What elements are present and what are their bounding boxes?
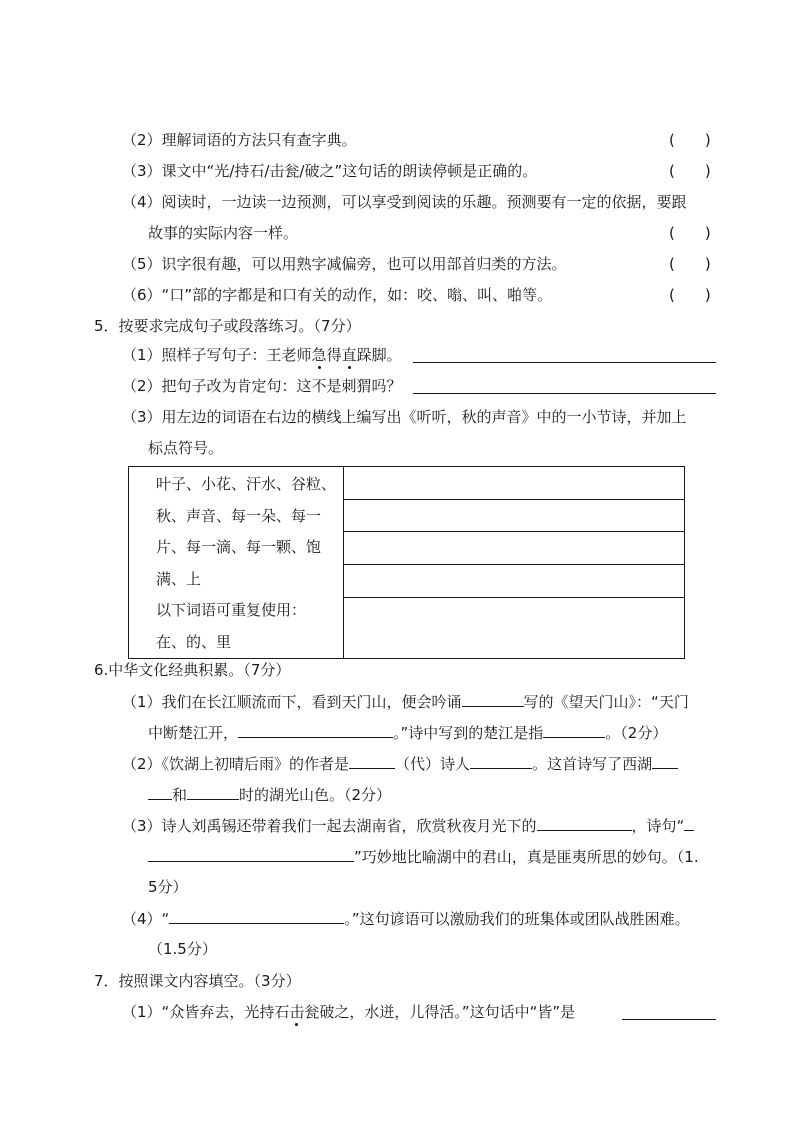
poem-line-cell[interactable] — [344, 597, 685, 658]
word-bank-cell — [129, 467, 344, 659]
judge-item-6: （6）“口”部的字都是和口有关的动作，如：咬、嗡、叫、啪等。 — [122, 286, 553, 304]
text: 。（2分） — [605, 724, 668, 742]
judge-item-4: （4）阅读时，一边读一边预测，可以享受到阅读的乐趣。预测要有一定的依据，要跟 — [122, 193, 687, 211]
q7-answer-line-1[interactable] — [622, 1019, 716, 1020]
word-bank-line: 满、上 — [156, 569, 202, 588]
text: 和 — [172, 786, 188, 804]
q5-item-3-cont: 标点符号。 — [148, 439, 224, 457]
text: 中断楚江开， — [148, 724, 239, 742]
q6-item-4-line-1 — [122, 908, 690, 929]
q6-item-3-line-2 — [148, 846, 699, 867]
fill-blank[interactable] — [537, 815, 632, 831]
poem-line-cell[interactable] — [344, 499, 685, 532]
q5-item-1-post: 跺脚。 — [356, 346, 402, 364]
word-bank-line: 秋、声音、每一朵、每一 — [156, 506, 322, 525]
judge-item-4-cont: 故事的实际内容一样。 — [148, 224, 299, 242]
answer-parens-6[interactable]: ( ) — [669, 286, 711, 304]
judge-item-5: （5）识字很有趣，可以用熟字减偏旁，也可以用部首归类的方法。 — [122, 255, 567, 273]
q6-item-1-line-1 — [122, 691, 689, 712]
poem-line-cell[interactable] — [344, 467, 685, 500]
answer-parens-4[interactable]: ( ) — [669, 224, 711, 242]
q6-item-2-line-1 — [122, 753, 678, 774]
fill-blank[interactable] — [238, 722, 393, 738]
q6-heading: 6.中华文化经典积累。（7分） — [94, 661, 291, 679]
q6-item-3-line-3: 5分） — [148, 878, 188, 896]
poem-line-cell[interactable] — [344, 532, 685, 565]
judge-item-2: （2）理解词语的方法只有查字典。 — [122, 131, 357, 149]
fill-blank[interactable] — [543, 722, 605, 738]
text: （4）“ — [122, 910, 170, 928]
emphasis-dot-char: 急 — [311, 346, 327, 364]
fill-blank[interactable] — [470, 753, 532, 769]
judge-item-3: （3）课文中“光/持石/击瓮/破之”这句话的朗读停顿是正确的。 — [122, 162, 538, 180]
word-bank-line: 叶子、小花、汗水、谷粒、 — [156, 475, 337, 493]
q6-item-2-line-2 — [148, 784, 391, 805]
q5-answer-line-1[interactable] — [413, 362, 716, 363]
fill-blank[interactable] — [148, 846, 354, 862]
fill-blank[interactable] — [187, 784, 239, 800]
answer-parens-2[interactable]: ( ) — [669, 131, 711, 149]
answer-parens-3[interactable]: ( ) — [669, 162, 711, 180]
text: ”巧妙地比喻湖中的君山，真是匪夷所思的妙句。（1. — [354, 848, 699, 866]
text: （2）《饮湖上初晴后雨》的作者是 — [122, 755, 350, 773]
text: 。”诗中写到的楚江是指 — [393, 724, 544, 742]
word-bank-line: 在、的、里 — [156, 632, 232, 651]
text: 瓮破之，水迸，儿得活。”这句话中“皆”是 — [304, 1003, 576, 1021]
text: （代）诗人 — [395, 755, 471, 773]
fill-blank[interactable] — [349, 753, 395, 769]
q5-item-1-pre: （1）照样子写句子：王老师 — [122, 346, 312, 364]
text: （1）“众皆弃去，光持石 — [122, 1003, 290, 1021]
text: （1）我们在长江顺流而下，看到天门山，便会吟诵 — [122, 693, 462, 711]
fill-blank[interactable] — [684, 815, 694, 831]
q5-heading: 5．按要求完成句子或段落练习。（7分） — [94, 317, 361, 335]
text: 。这首诗写了西湖 — [532, 755, 653, 773]
q7-heading: 7．按照课文内容填空。（3分） — [94, 972, 301, 990]
text: （3）诗人刘禹锡还带着我们一起去湖南省，欣赏秋夜月光下的 — [122, 817, 537, 835]
fill-blank[interactable] — [148, 784, 172, 800]
text: 。”这句谚语可以激励我们的班集体或团队战胜困难。 — [344, 910, 690, 928]
fill-blank[interactable] — [169, 908, 344, 924]
answer-parens-5[interactable]: ( ) — [669, 255, 711, 273]
q5-item-3: （3）用左边的词语在右边的横线上编写出《听听，秋的声音》中的一小节诗，并加上 — [122, 408, 687, 426]
fill-blank[interactable] — [652, 753, 678, 769]
q6-item-4-line-2: （1.5分） — [148, 940, 217, 958]
q5-item-1 — [122, 345, 402, 365]
q5-answer-line-2[interactable] — [413, 393, 716, 394]
word-bank-line: 以下词语可重复使用： — [156, 601, 307, 619]
emphasis-dot-char: 直 — [341, 346, 357, 364]
q7-item-1 — [122, 1002, 575, 1022]
word-bank-line: 片、每一滴、每一颗、饱 — [156, 538, 322, 556]
emphasis-dot-char: 击 — [289, 1003, 305, 1021]
fill-blank[interactable] — [462, 691, 524, 707]
text: ，诗句“ — [631, 817, 685, 835]
q6-item-1-line-2 — [148, 722, 667, 743]
text: 写的《望天门山》：“天门 — [523, 693, 689, 711]
q6-item-3-line-1 — [122, 815, 694, 836]
q5-item-2: （2）把句子改为肯定句：这不是刺猬吗？ — [122, 377, 402, 395]
q5-item-1-mid: 得 — [326, 346, 342, 364]
poem-line-cell[interactable] — [344, 565, 685, 598]
text: 时的湖光山色。（2分） — [239, 786, 392, 804]
poem-table — [128, 466, 685, 659]
